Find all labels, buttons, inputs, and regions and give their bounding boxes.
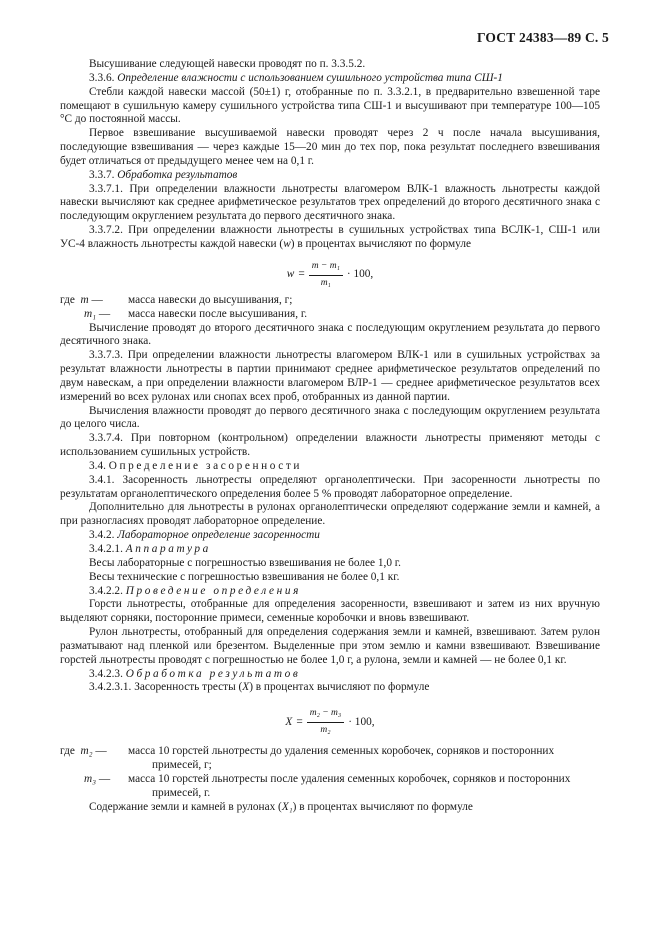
formula-lhs: X <box>285 715 293 728</box>
paragraph: Горсти льнотресты, отобранные для определения засоренности, взвешивают и затем из них вручную выделяют сорняки, посторонние примеси, семенные коробочки и вновь взвешивают. <box>60 598 600 625</box>
page-header: ГОСТ 24383—89 С. 5 <box>476 30 609 45</box>
definition-row: m₁ — масса навески после высушивания, г. <box>84 307 308 320</box>
formula-contamination <box>60 707 600 736</box>
paragraph: Дополнительно для льнотресты в рулонах органолептически определяют содержание земли и камней, а при разногласиях проводят лабораторное определение. <box>60 501 600 528</box>
paragraph: 3.3.7.3. При определении влажности льнотресты влагомером ВЛК-1 или в сушильных устройствах за результат влажности льнотресты в партии принимают среднее арифметическое результатов определений по двум навескам, а при определении влажности влагомером ВЛР-1 — среднее арифметическое результатов всех измерений во всех рулонах или снопах всех проб, отобранных из данной партии. <box>60 349 600 403</box>
formula-numerator: m₂ − m₃ <box>307 707 345 723</box>
definition-row: m₃ — масса 10 горстей льнотресты после удаления семенных коробочек, сорняков и посторонних <box>84 772 571 785</box>
definition-continuation: примесей, г; <box>152 759 212 772</box>
formula-equals: = <box>296 715 303 728</box>
section-title: Аппаратура <box>125 543 211 555</box>
section-title: Обработка результатов <box>125 667 301 680</box>
page-content <box>60 58 600 815</box>
variable: X <box>242 681 250 694</box>
paragraph: Первое взвешивание высушиваемой навески проводят через 2 ч после начала высушивания, последующие взвешивания — через каждые 15—20 мин до тех пор, пока результат последнего взвешивания будет отличаться от предыдущего менее чем на 0,1 г. <box>60 127 600 167</box>
section-heading-3-4-2-1: 3.4.2.1. Аппаратура <box>89 543 211 555</box>
section-heading-3-3-6: 3.3.6. Определение влажности с использованием сушильного устройства типа СШ-1 <box>89 71 503 84</box>
paragraph: Содержание земли и камней в рулонах (X₁) в процентах вычисляют по формуле <box>89 800 473 813</box>
paragraph: 3.3.7.2. При определении влажности льнотресты в сушильных устройствах типа ВСЛК-1, СШ-1 или УС-4 влажность льнотресты каждой навески (w) в процентах вычисляют по формуле <box>60 224 600 250</box>
definition-row: где m₂ — масса 10 горстей льнотресты до удаления семенных коробочек, сорняков и посторонних <box>60 745 555 758</box>
definition-continuation: примесей, г. <box>152 786 211 799</box>
formula-fraction <box>309 260 343 291</box>
paragraph: Весы лабораторные с погрешностью взвешивания не более 1,0 г. <box>89 556 401 569</box>
paragraph: Вычисление проводят до второго десятичного знака с последующим округлением результата до первого десятичного знака. <box>60 321 600 348</box>
section-title: Лабораторное определение засоренности <box>117 529 320 542</box>
formula-tail: · 100, <box>348 715 375 728</box>
formula-denominator: m₂ <box>320 725 331 736</box>
formula-denominator: m₁ <box>320 277 331 288</box>
paragraph: Весы технические с погрешностью взвешивания не более 0,1 кг. <box>89 570 400 583</box>
section-heading-3-3-7: 3.3.7. Обработка результатов <box>89 168 238 181</box>
section-title: Проведение определения <box>125 584 301 597</box>
section-heading-3-4: 3.4. Определение засоренности <box>89 459 303 472</box>
section-heading-3-4-2-3: 3.4.2.3. Обработка результатов <box>89 667 301 680</box>
formula-lhs: w <box>286 268 295 281</box>
formula-moisture <box>60 260 600 286</box>
section-heading-3-4-2-2: 3.4.2.2. Проведение определения <box>89 584 301 597</box>
section-title: Определение засоренности <box>108 459 303 472</box>
paragraph: Рулон льнотресты, отобранный для определения содержания земли и камней, взвешивают. Затем рулон разматывают над пленкой или брезентом. Выделенные при этом землю и камни взвешивают. Взвешивание горстей льнотресты проводят с погрешностью не более 1,0 г, а рулона, земли и камней — не более 0,1 кг. <box>60 626 600 666</box>
section-title: Обработка результатов <box>117 168 238 181</box>
paragraph: 3.3.7.4. При повторном (контрольном) определении влажности льнотресты применяют методы с использованием сушильных устройств. <box>60 432 600 459</box>
formula-numerator: m − m₁ <box>309 260 343 276</box>
section-title: Определение влажности с использованием сушильного устройства типа СШ-1 <box>117 71 503 84</box>
section-heading-3-4-2: 3.4.2. Лабораторное определение засоренности <box>89 529 320 542</box>
paragraph: Вычисления влажности проводят до первого десятичного знака с последующим округлением результата до целого числа. <box>60 404 600 431</box>
paragraph: 3.4.1. Засоренность льнотресты определяют органолептически. При засоренности льнотресты по результатам органолептического определения более 5 % проводят лабораторное определение. <box>60 473 600 500</box>
variable: X₁ <box>281 800 293 813</box>
paragraph: 3.3.7.1. При определении влажности льнотресты влагомером ВЛК-1 влажность льнотресты каждой навески вычисляют как среднее арифметическое результатов трех определений до второго десятичного знака с последующим округлением результата до первого десятичного знака. <box>60 182 600 223</box>
formula-tail: · 100, <box>346 268 374 281</box>
formula-fraction <box>307 707 345 738</box>
paragraph: 3.4.2.3.1. Засоренность тресты (X) в процентах вычисляют по формуле <box>89 681 430 694</box>
variable: w <box>283 237 291 250</box>
definition-row: где m — масса навески до высушивания, г; <box>60 293 293 306</box>
paragraph: Стебли каждой навески массой (50±1) г, отобранные по п. 3.3.2.1, в предварительно взвешенной таре помещают в сушильную камеру сушильного устройства типа СШ-1 и высушивают при температуре 100—105 °С до постоянной массы. <box>60 85 600 126</box>
paragraph: Высушивание следующей навески проводят по п. 3.3.5.2. <box>89 58 366 70</box>
formula-equals: = <box>298 268 305 281</box>
